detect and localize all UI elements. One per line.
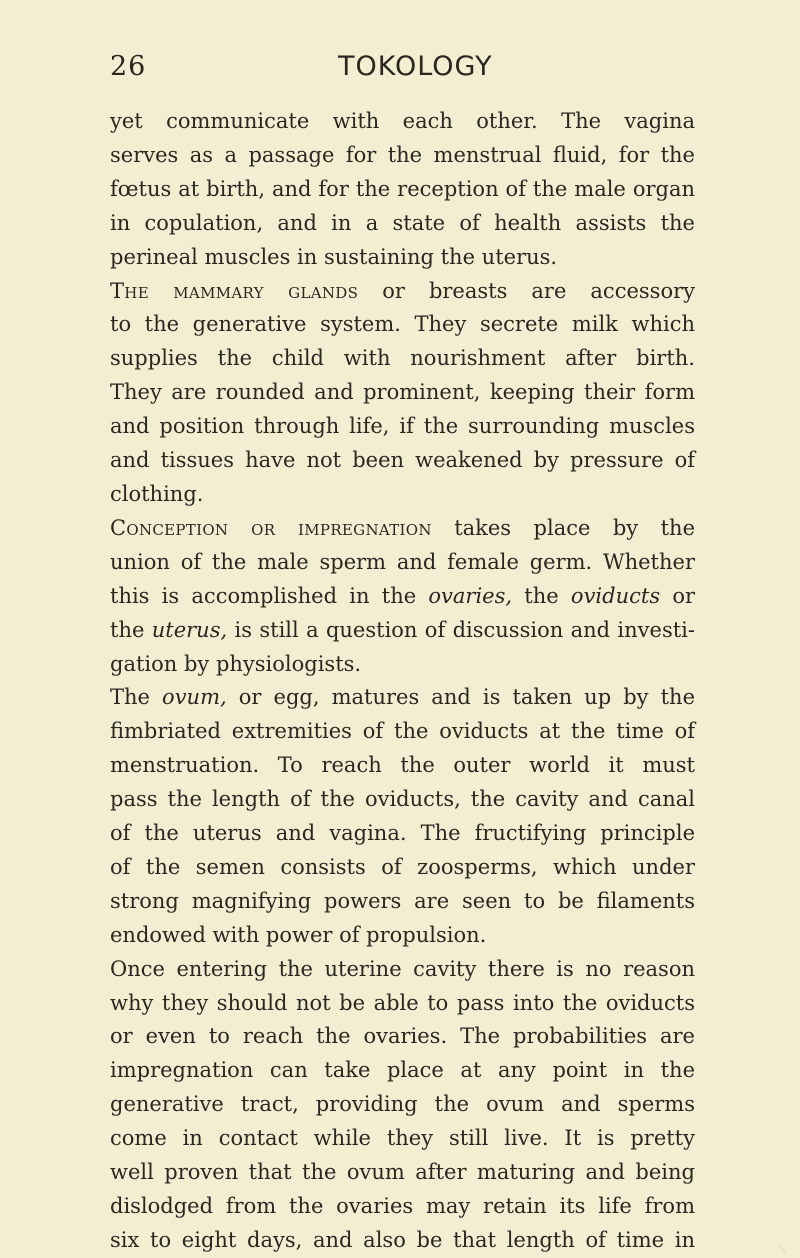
italic-term: uterus, — [151, 617, 228, 642]
page-body-text — [110, 105, 695, 1258]
text-run: clothing. — [110, 481, 204, 506]
text-run: is still a question of discussion and investi- — [227, 617, 695, 642]
running-head: TOKOLOGY — [338, 51, 493, 82]
text-line-l15 — [110, 580, 695, 614]
text-run: generative tract, providing the ovum and sperms — [110, 1092, 695, 1117]
text-line-l9 — [110, 376, 695, 410]
text-run: to the generative system. They secrete milk which — [110, 312, 695, 337]
text-line-l12 — [110, 478, 695, 512]
italic-term: ovaries, — [428, 583, 513, 608]
text-run: the — [512, 583, 571, 608]
text-run: supplies the child with nourishment after birth. — [110, 346, 695, 371]
page-header — [110, 42, 710, 92]
text-run: endowed with power of propulsion. — [110, 922, 487, 947]
text-run: this is accomplished in the — [110, 583, 429, 608]
text-line-l7 — [110, 308, 695, 342]
text-line-l20 — [110, 749, 695, 783]
text-run: menstruation. To reach the outer world it must — [110, 753, 695, 778]
text-run: fimbriated extremities of the oviducts at the time of — [110, 719, 695, 744]
text-line-l4 — [110, 207, 695, 241]
text-line-l34 — [110, 1224, 695, 1258]
text-run: fœtus at birth, and for the reception of the male organ — [110, 176, 695, 201]
text-line-l32 — [110, 1156, 695, 1190]
text-run: yet communicate with each other. The vagina — [110, 109, 695, 133]
text-line-l26 — [110, 953, 695, 987]
text-line-l18 — [110, 681, 695, 715]
text-line-l22 — [110, 817, 695, 851]
text-line-l33 — [110, 1190, 695, 1224]
text-line-l24 — [110, 885, 695, 919]
text-run: impregnation can take place at any point in the — [110, 1058, 695, 1083]
text-run: The — [110, 685, 163, 710]
text-line-l31 — [110, 1122, 695, 1156]
page-number: 26 — [110, 51, 147, 82]
text-run: six to eight days, and also be that length of time in — [110, 1227, 695, 1252]
text-line-l5 — [110, 241, 695, 275]
text-line-l27 — [110, 987, 695, 1021]
text-run: the — [110, 617, 152, 642]
text-line-l14 — [110, 546, 695, 580]
text-run: of the semen consists of zoosperms, which under — [110, 854, 695, 879]
text-run: why they should not be able to pass into the oviducts — [110, 990, 695, 1015]
text-line-l2 — [110, 139, 695, 173]
text-line-l10 — [110, 410, 695, 444]
text-line-l1 — [110, 105, 695, 139]
text-run: or egg, matures and is taken up by the — [226, 685, 695, 710]
page-corner-mark — [778, 1238, 793, 1253]
text-run: strong magnifying powers are seen to be filaments — [110, 888, 695, 913]
text-run: well proven that the ovum after maturing and being — [110, 1160, 695, 1185]
text-run: and tissues have not been weakened by pressure of — [110, 448, 695, 473]
text-line-l11 — [110, 444, 695, 478]
text-line-l29 — [110, 1054, 695, 1088]
text-line-l25 — [110, 919, 695, 953]
text-run: serves as a passage for the menstrual fluid, for the — [110, 142, 695, 167]
text-run: or breasts are accessory — [358, 278, 695, 303]
text-line-l8 — [110, 342, 695, 376]
text-line-l23 — [110, 851, 695, 885]
text-run: dislodged from the ovaries may retain its life from — [110, 1194, 695, 1218]
text-line-l13 — [110, 512, 695, 546]
text-run: Once entering the uterine cavity there is no reason — [110, 956, 695, 981]
text-line-l17 — [110, 648, 695, 682]
text-run: pass the length of the oviducts, the cavity and canal — [110, 787, 695, 812]
text-line-l28 — [110, 1020, 695, 1054]
text-run: perineal muscles in sustaining the uterus. — [110, 244, 558, 269]
text-run: in copulation, and in a state of health assists the — [110, 210, 695, 235]
text-run: union of the male sperm and female germ. Whether — [110, 549, 695, 574]
text-run: and position through life, if the surrounding muscles — [110, 414, 695, 439]
text-run: takes place by the — [431, 515, 695, 540]
text-line-l16 — [110, 614, 695, 648]
small-caps-heading: The mammary glands — [110, 278, 359, 303]
text-run: or — [660, 583, 696, 608]
text-line-l3 — [110, 173, 695, 207]
text-run: gation by physiologists. — [110, 651, 362, 676]
text-line-l6 — [110, 275, 695, 309]
text-run: They are rounded and prominent, keeping their form — [110, 380, 695, 405]
text-run: or even to reach the ovaries. The probabilities are — [110, 1024, 695, 1049]
text-line-l21 — [110, 783, 695, 817]
italic-term: oviducts — [570, 583, 661, 608]
text-run: come in contact while they still live. It is pretty — [110, 1126, 695, 1151]
small-caps-heading: Conception or impregnation — [110, 515, 432, 540]
text-run: of the uterus and vagina. The fructifying principle — [110, 821, 695, 846]
text-line-l19 — [110, 715, 695, 749]
text-line-l30 — [110, 1088, 695, 1122]
italic-term: ovum, — [162, 685, 227, 710]
